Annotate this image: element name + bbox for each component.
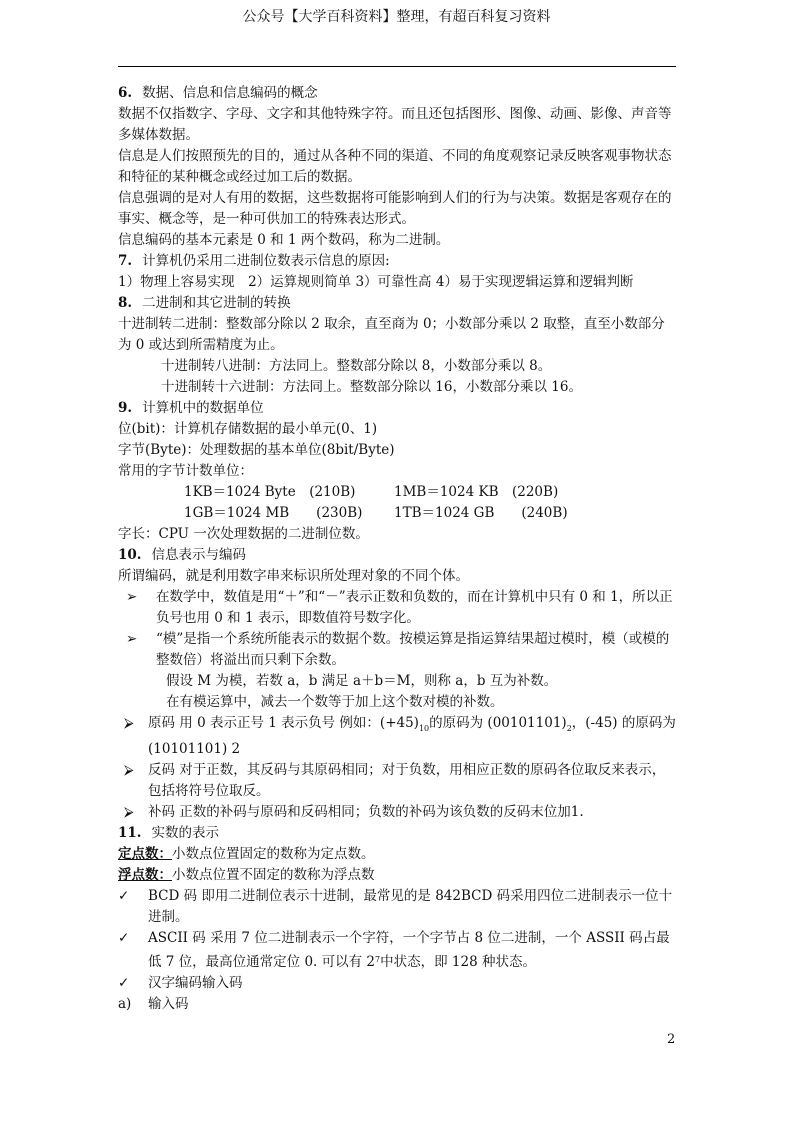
section-8-heading — [118, 293, 678, 314]
arrow-bullet-icon: ⮚ — [124, 804, 134, 820]
section-title: 数据、信息和信息编码的概念 — [142, 85, 318, 101]
paragraph: 数据不仅指数字、字母、文字和其他特殊字符。而且还包括图形、图像、动画、影像、声音等多媒体数据。 — [118, 106, 672, 143]
definition — [118, 844, 678, 865]
section-title: 实数的表示 — [151, 825, 219, 841]
bullet-item — [118, 802, 678, 823]
text-run: 的原码为 (00101101) — [429, 715, 567, 731]
arrow-bullet-icon: ➢ — [126, 631, 138, 647]
term: 定点数： — [118, 846, 172, 862]
page-number: 2 — [667, 1032, 676, 1047]
definition-text: 小数点位置不固定的数称为浮点数 — [172, 867, 375, 883]
arrow-bullet-icon: ⮚ — [124, 715, 134, 731]
paragraph: 1）物理上容易实现 2）运算规则简单 3）可靠性高 4）易于实现逻辑运算和逻辑判断 — [118, 274, 634, 290]
section-title: 计算机中的数据单位 — [142, 400, 264, 416]
text-run: 原码 用 0 表示正号 1 表示负号 例如：(+45) — [148, 715, 419, 731]
document-body — [118, 83, 678, 1015]
bullet-item — [118, 629, 678, 671]
list-item — [118, 994, 678, 1015]
check-item — [118, 886, 678, 928]
subscript: 2 — [566, 724, 572, 733]
paragraph: 位(bit)：计算机存储数据的最小单元(0、1) — [118, 421, 378, 437]
paragraph: 所谓编码，就是利用数字串来标识所处理对象的不同个体。 — [118, 568, 469, 584]
paragraph: 十进制转十六进制：方法同上。整数部分除以 16，小数部分乘以 16。 — [161, 379, 582, 395]
paragraph: 十进制转二进制：整数部分除以 2 取余，直至商为 0；小数部分乘以 2 取整，直至小数部分为 0 或达到所需精度为止。 — [118, 316, 665, 353]
unit-cell: 1MB＝1024 KB (220B) — [394, 484, 559, 500]
section-number: 9. — [118, 400, 133, 416]
section-6-heading — [118, 83, 678, 104]
text-run: ASCII 码 采用 7 位二进制表示一个字符，一个字节占 8 位二进制，一个 ASSII 码占最低 7 位，最高位通常定位 0. 可以有 2 — [148, 930, 670, 970]
bullet-text: BCD 码 即用二进制位表示十进制，最常见的是 842BCD 码采用四位二进制表示一位十进制。 — [148, 888, 673, 925]
bullet-item — [118, 713, 678, 760]
unit-cell: 1KB＝1024 Byte (210B) — [184, 484, 356, 500]
section-title: 二进制和其它进制的转换 — [142, 295, 291, 311]
bullet-text: “模”是指一个系统所能表示的数据个数。按模运算是指运算结果超过模时，模（或模的整数倍）将溢出而只剩下余数。 — [156, 631, 670, 668]
paragraph: 常用的字节计数单位： — [118, 463, 253, 479]
arrow-bullet-icon: ➢ — [126, 589, 138, 605]
definition — [118, 865, 678, 886]
check-item — [118, 973, 678, 994]
subscript: 10 — [418, 724, 430, 733]
section-11-heading — [118, 823, 678, 844]
paragraph: 在有模运算中，减去一个数等于加上这个数对模的补数。 — [166, 694, 504, 710]
check-bullet-icon: ✓ — [118, 930, 130, 946]
bullet-text — [148, 715, 676, 757]
unit-cell: 1GB＝1024 MB (230B) — [184, 505, 363, 521]
unit-cell: 1TB＝1024 GB (240B) — [394, 505, 568, 521]
bullet-text: 输入码 — [148, 996, 189, 1012]
paragraph: 信息是人们按照预先的目的，通过从各种不同的渠道、不同的角度观察记录反映客观事物状态和特征的某种概念或经过加工后的数据。 — [118, 148, 672, 185]
paragraph: 信息编码的基本元素是 0 和 1 两个数码，称为二进制。 — [118, 232, 450, 248]
superscript: 7 — [375, 955, 381, 964]
paragraph: 十进制转八进制：方法同上。整数部分除以 8，小数部分乘以 8。 — [161, 358, 552, 374]
section-number: 10. — [118, 547, 142, 563]
section-number: 8. — [118, 295, 133, 311]
bullet-item — [118, 587, 678, 629]
unit-table — [118, 482, 678, 524]
paragraph: 字长：CPU 一次处理数据的二进制位数。 — [118, 526, 369, 542]
section-number: 7. — [118, 253, 133, 269]
section-number: 11. — [118, 825, 142, 841]
text-run: ，(-45) 的原码为 (10101101) 2 — [148, 715, 676, 757]
page-header: 公众号【大学百科资料】整理，有超百科复习资料 — [242, 9, 551, 25]
check-bullet-icon: ✓ — [118, 888, 130, 904]
text-run: 中状态，即 128 种状态。 — [380, 954, 536, 970]
bullet-text: 在数学中，数值是用“＋”和“－”表示正数和负数的，而在计算机中只有 0 和 1，所以正负号也用 0 和 1 表示，即数值符号数字化。 — [156, 589, 673, 626]
term: 浮点数： — [118, 867, 172, 883]
definition-text: 小数点位置固定的数称为定点数。 — [172, 846, 375, 862]
bullet-text: 反码 对于正数，其反码与其原码相同；对于负数，用相应正数的原码各位取反来表示，包括将符号位取反。 — [148, 762, 666, 799]
paragraph: 字节(Byte)：处理数据的基本单位(8bit/Byte) — [118, 442, 395, 458]
section-10-heading — [118, 545, 678, 566]
bullet-text: 补码 正数的补码与原码和反码相同；负数的补码为该负数的反码末位加1. — [148, 804, 584, 820]
bullet-text: 汉字编码输入码 — [148, 975, 243, 991]
section-9-heading — [118, 398, 678, 419]
section-title: 信息表示与编码 — [151, 547, 246, 563]
check-item — [118, 928, 678, 973]
header-rule — [118, 66, 676, 67]
arrow-bullet-icon: ⮚ — [124, 762, 134, 778]
section-number: 6. — [118, 85, 133, 101]
check-bullet-icon: ✓ — [118, 975, 130, 991]
bullet-item — [118, 760, 678, 802]
list-marker: a) — [118, 996, 132, 1012]
section-title: 计算机仍采用二进制位数表示信息的原因: — [142, 253, 390, 269]
paragraph: 信息强调的是对人有用的数据，这些数据将可能影响到人们的行为与决策。数据是客观存在的事实、概念等，是一种可供加工的特殊表达形式。 — [118, 190, 672, 227]
section-7-heading — [118, 251, 678, 272]
paragraph: 假设 M 为模，若数 a，b 满足 a＋b＝M，则称 a，b 互为补数。 — [166, 673, 558, 689]
bullet-text — [148, 930, 670, 970]
